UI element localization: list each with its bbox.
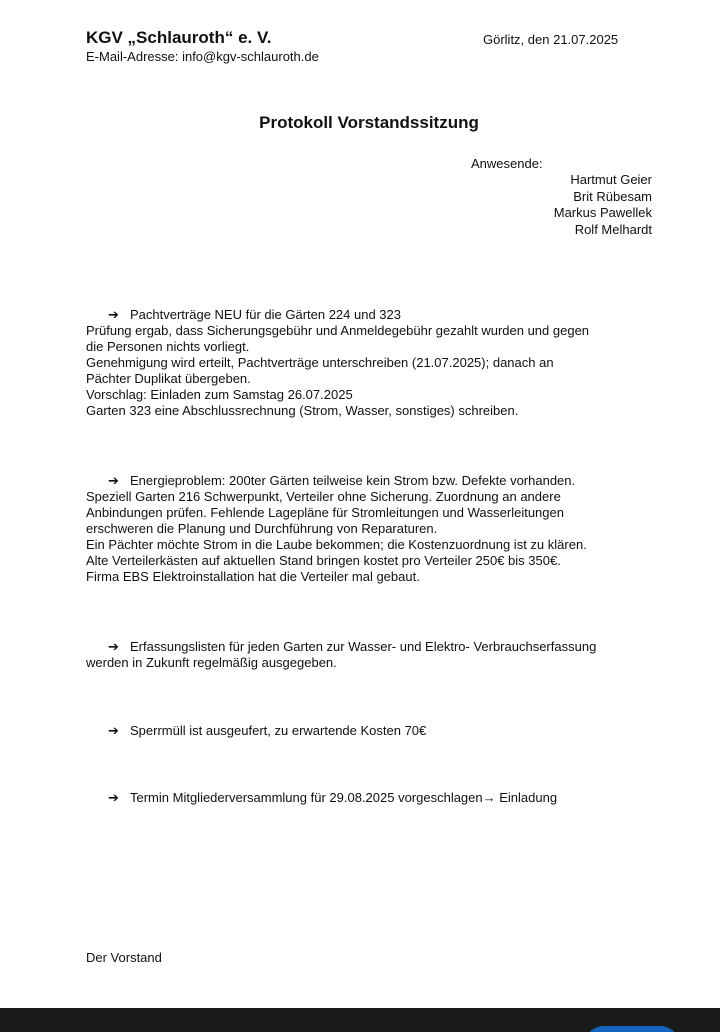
agenda-item-heading: Pachtverträge NEU für die Gärten 224 und 323 — [130, 307, 401, 322]
agenda-item-heading: Energieproblem: 200ter Gärten teilweise kein Strom bzw. Defekte vorhanden. — [130, 473, 576, 488]
agenda-item-metering-lists — [86, 639, 658, 671]
agenda-item-line: Vorschlag: Einladen zum Samstag 26.07.2025 — [86, 387, 353, 402]
arrow-right-icon: ➔ — [108, 473, 119, 488]
agenda-item-lease-contracts — [86, 307, 658, 419]
arrow-right-icon: ➔ — [108, 307, 119, 322]
floating-action-button[interactable] — [584, 1026, 680, 1032]
organization-name: KGV „Schlauroth“ e. V. — [86, 28, 272, 47]
agenda-item-energy-problem — [86, 473, 658, 585]
attendee-name: Markus Pawellek — [553, 205, 652, 220]
attendee-name: Brit Rübesam — [573, 188, 652, 204]
attendance-label: Anwesende: — [471, 156, 543, 171]
viewer-bottom-bar — [0, 1008, 720, 1032]
signature: Der Vorstand — [86, 950, 162, 965]
agenda-item-line: Alte Verteilerkästen auf aktuellen Stand bringen kostet pro Verteiler 250€ bis 350€. — [86, 553, 561, 568]
agenda-item-line: Firma EBS Elektroinstallation hat die Verteiler mal gebaut. — [86, 569, 420, 584]
agenda-item-line: Prüfung ergab, dass Sicherungsgebühr und Anmeldegebühr gezahlt wurden und gegen — [86, 323, 590, 338]
attendee-list — [554, 172, 652, 238]
agenda-item-line: Pächter Duplikat übergeben. — [86, 371, 251, 386]
agenda-item-heading: Erfassungslisten für jeden Garten zur Wasser- und Elektro- Verbrauchserfassung — [130, 639, 597, 654]
attendee-name: Hartmut Geier — [570, 172, 652, 187]
agenda-item-member-meeting — [86, 790, 658, 806]
agenda-item-line: Ein Pächter möchte Strom in die Laube bekommen; die Kostenzuordnung ist zu klären. — [86, 537, 587, 552]
agenda-item-line: Speziell Garten 216 Schwerpunkt, Verteiler ohne Sicherung. Zuordnung an andere — [86, 489, 561, 504]
agenda-item-line: erschweren die Planung und Durchführung von Reparaturen. — [86, 521, 438, 536]
arrow-right-icon: ➔ — [108, 723, 119, 738]
agenda-item-line: Anbindungen prüfen. Fehlende Lagepläne für Stromleitungen und Wasserleitungen — [86, 505, 564, 520]
agenda-item-bulky-waste — [86, 723, 658, 739]
agenda-item-heading: Sperrmüll ist ausgeufert, zu erwartende Kosten 70€ — [130, 723, 427, 738]
arrow-right-icon: ➔ — [108, 639, 119, 654]
agenda-item-line: Genehmigung wird erteilt, Pachtverträge unterschreiben (21.07.2025); danach an — [86, 355, 554, 370]
arrow-right-icon: ➔ — [108, 790, 119, 805]
agenda-item-heading: Termin Mitgliederversammlung für 29.08.2025 vorgeschlagen→ Einladung — [130, 790, 558, 805]
organization-email: E-Mail-Adresse: info@kgv-schlauroth.de — [86, 49, 319, 64]
attendee-name: Rolf Melhardt — [574, 221, 652, 237]
agenda-item-line: die Personen nichts vorliegt. — [86, 339, 250, 354]
agenda-item-line: werden in Zukunft regelmäßig ausgegeben. — [86, 655, 337, 670]
agenda-item-line: Garten 323 eine Abschlussrechnung (Strom, Wasser, sonstiges) schreiben. — [86, 403, 519, 418]
document-title: Protokoll Vorstandssitzung — [259, 113, 479, 132]
place-and-date: Görlitz, den 21.07.2025 — [483, 32, 619, 47]
